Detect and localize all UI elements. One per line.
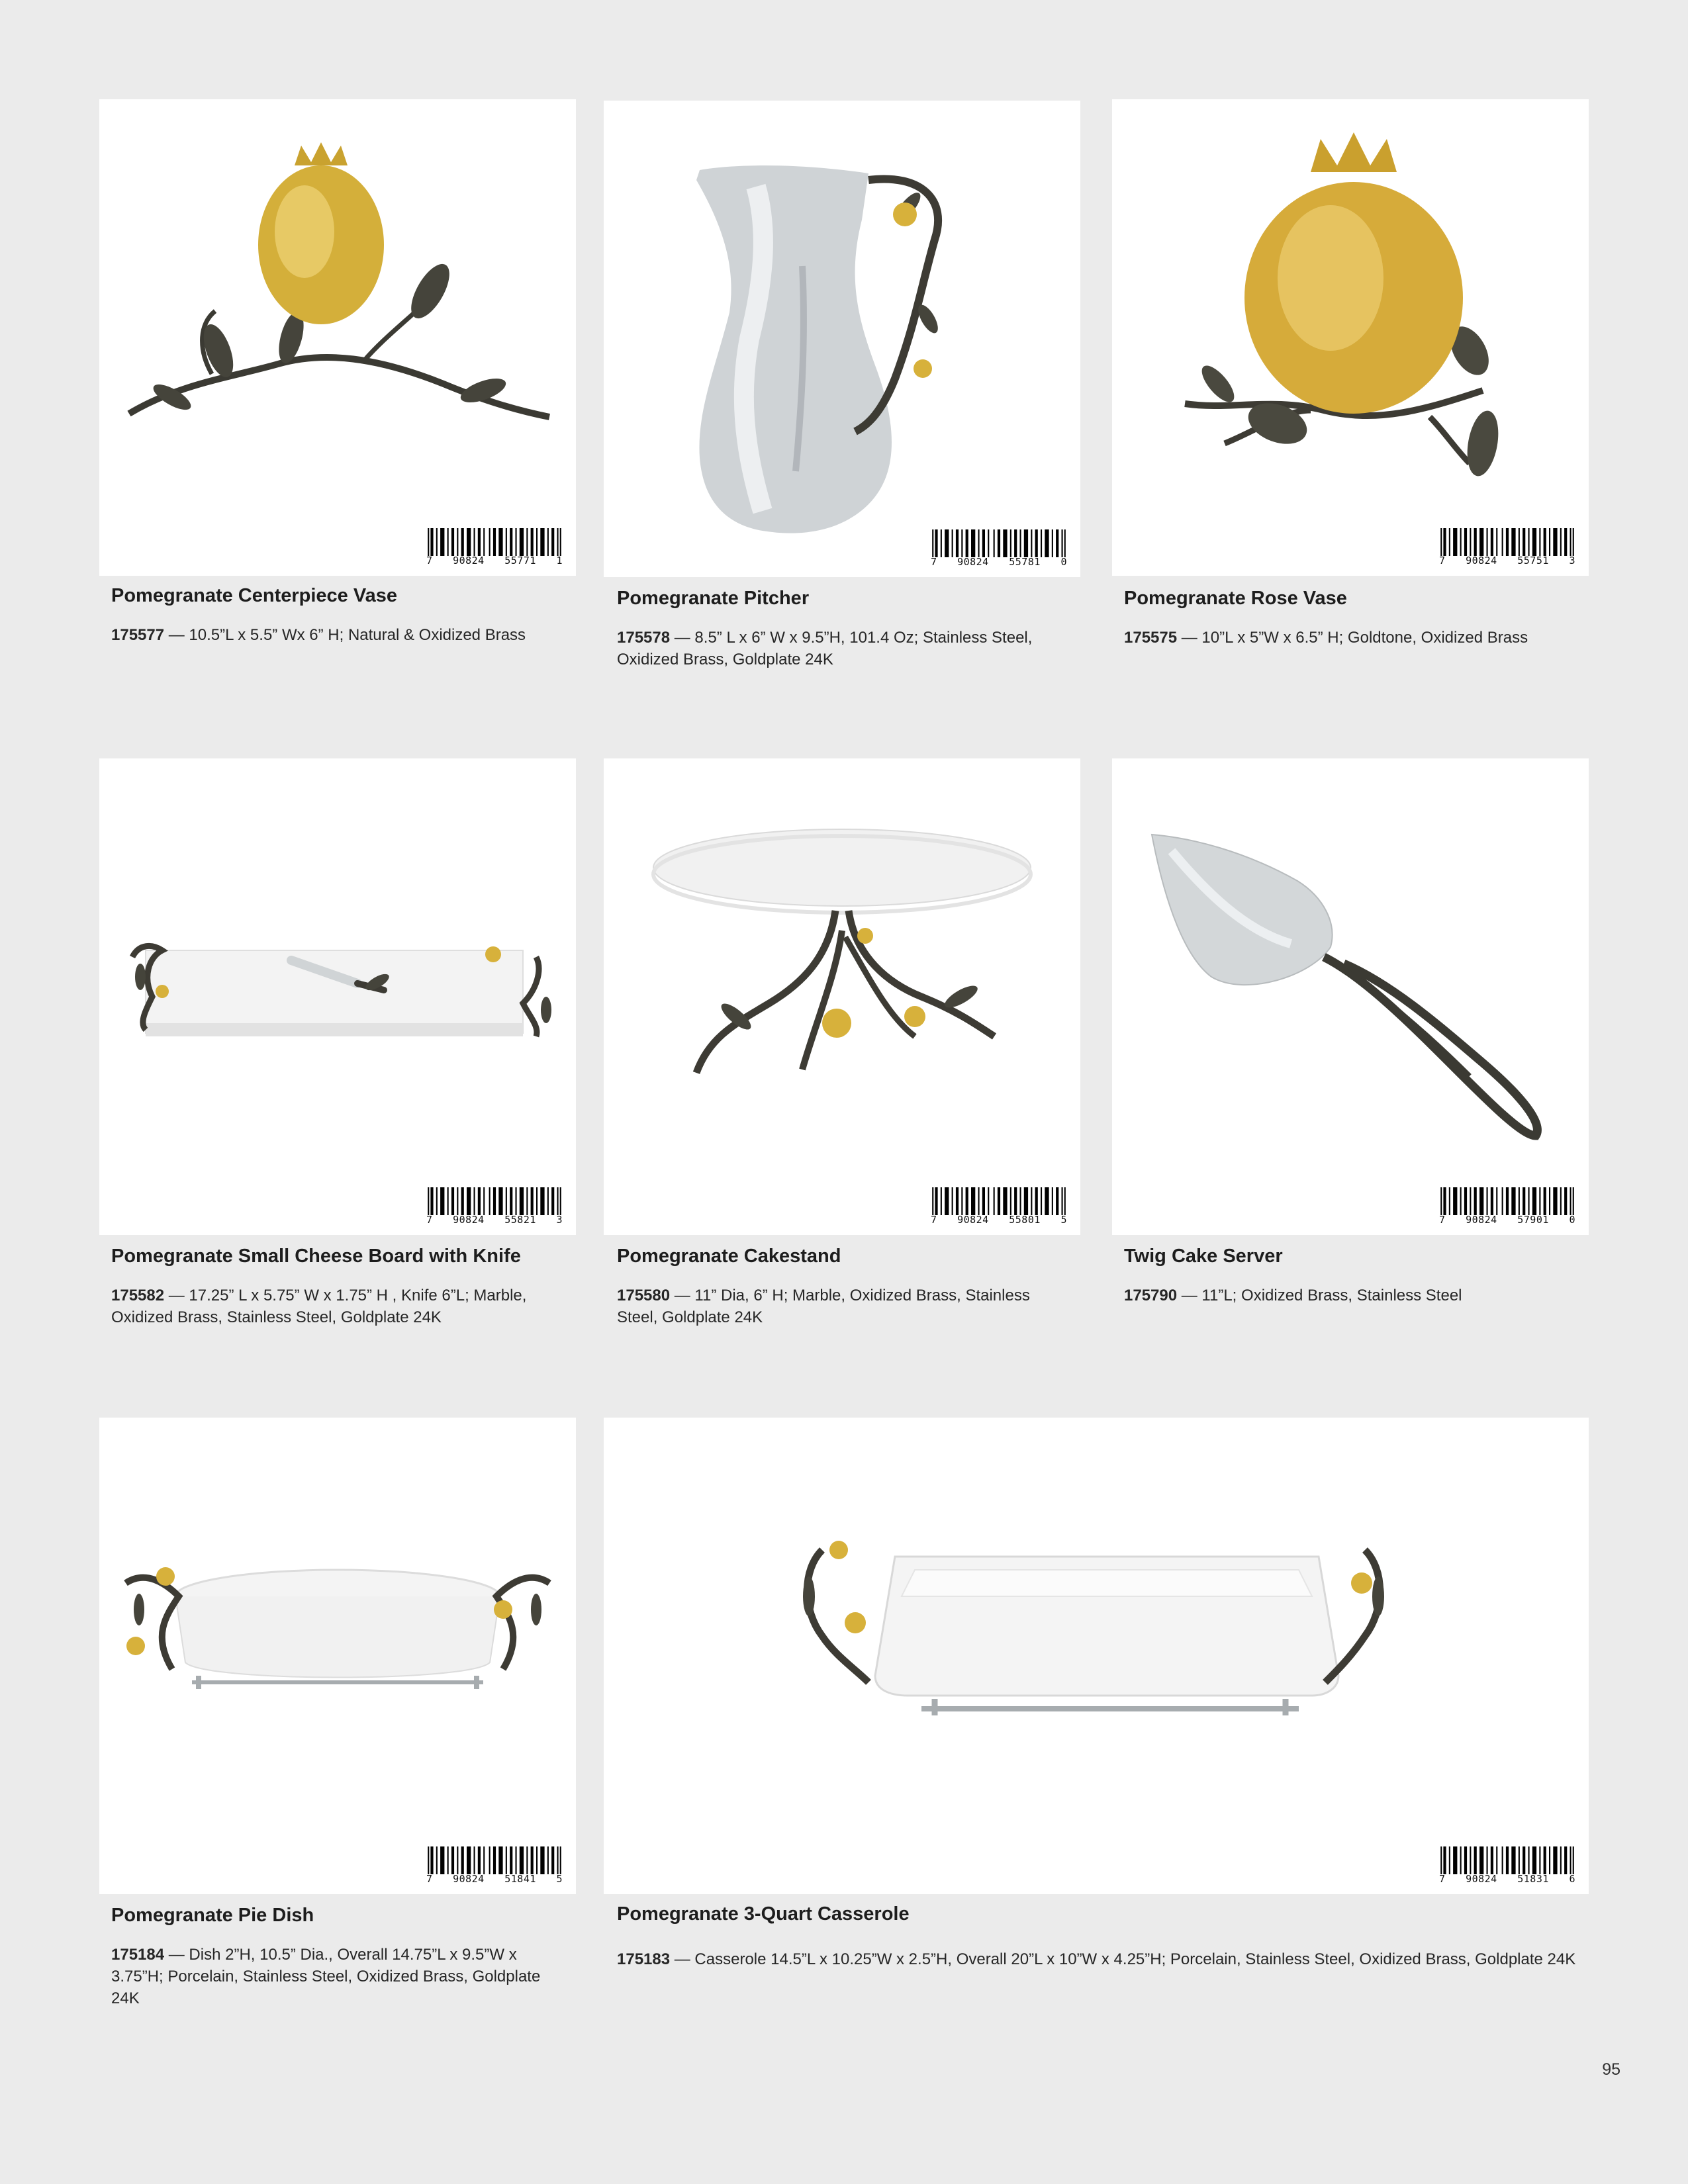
barcode: 7 90824 55771 1: [425, 528, 564, 567]
product-photo: [604, 758, 1080, 1235]
product-description: 175790 — 11”L; Oxidized Brass, Stainless Steel: [1124, 1287, 1462, 1304]
product-photo: [604, 1418, 1589, 1894]
product-title: Pomegranate Centerpiece Vase: [111, 585, 397, 606]
cakestand-image: [604, 758, 1080, 1235]
product-description: 175578 — 8.5” L x 6” W x 9.5”H, 101.4 Oz; Stainless Steel, Oxidized Brass, Goldplate 24K: [617, 629, 1033, 668]
barcode: 7 90824 51841 5: [425, 1846, 564, 1885]
product-title: Pomegranate Small Cheese Board with Knife: [111, 1246, 521, 1267]
barcode: 7 90824 55801 5: [929, 1187, 1068, 1226]
product-card-pie-dish: [99, 1418, 576, 1894]
product-photo: [99, 1418, 576, 1894]
product-sku: 175575: [1124, 629, 1178, 647]
barcode: 7 90824 55781 0: [929, 529, 1068, 568]
barcode: 7 90824 55751 3: [1438, 528, 1577, 567]
product-title: Twig Cake Server: [1124, 1246, 1283, 1267]
barcode: 7 90824 51831 6: [1438, 1846, 1577, 1885]
pomegranate-pitcher-image: [604, 101, 1080, 577]
product-description: 175580 — 11” Dia, 6” H; Marble, Oxidized Brass, Stainless Steel, Goldplate 24K: [617, 1287, 1030, 1326]
product-description: 175183 — Casserole 14.5”L x 10.25”W x 2.5”H, Overall 20”L x 10”W x 4.25”H; Porcelain, Stainless Steel, Oxidized Brass, Goldplate 24K: [617, 1950, 1576, 1968]
product-title: Pomegranate Pie Dish: [111, 1905, 314, 1926]
product-card-cakestand: [604, 758, 1080, 1235]
product-sku: 175582: [111, 1287, 165, 1304]
cheese-board-image: [99, 758, 576, 1235]
product-sku: 175578: [617, 629, 671, 647]
product-card-cheese-board: [99, 758, 576, 1235]
product-description: 175184 — Dish 2”H, 10.5” Dia., Overall 14.75”L x 9.5”W x 3.75”H; Porcelain, Stainless Steel, Oxidized Brass, Goldplate 24K: [111, 1946, 541, 2007]
page-number: 95: [1602, 2060, 1620, 2079]
product-title: Pomegranate 3-Quart Casserole: [617, 1903, 910, 1925]
product-photo: [1112, 99, 1589, 576]
product-sku: 175184: [111, 1946, 165, 1964]
product-sku: 175183: [617, 1950, 671, 1968]
product-photo: [604, 101, 1080, 577]
product-description: 175582 — 17.25” L x 5.75” W x 1.75” H , Knife 6”L; Marble, Oxidized Brass, Stainless Steel, Goldplate 24K: [111, 1287, 527, 1326]
pomegranate-centerpiece-image: [99, 99, 576, 576]
product-title: Pomegranate Cakestand: [617, 1246, 841, 1267]
product-sku: 175790: [1124, 1287, 1178, 1304]
product-description: 175575 — 10”L x 5”W x 6.5” H; Goldtone, Oxidized Brass: [1124, 629, 1528, 647]
pie-dish-image: [99, 1418, 576, 1894]
product-photo: [99, 99, 576, 576]
product-card-centerpiece-vase: [99, 99, 576, 567]
product-card-pitcher: [604, 101, 1080, 577]
product-description: 175577 — 10.5”L x 5.5” Wx 6” H; Natural & Oxidized Brass: [111, 626, 526, 644]
cake-server-image: [1112, 758, 1589, 1235]
product-sku: 175580: [617, 1287, 671, 1304]
product-sku: 175577: [111, 626, 165, 644]
product-card-casserole: [604, 1418, 1589, 1894]
product-title: Pomegranate Rose Vase: [1124, 588, 1347, 609]
barcode: 7 90824 57901 0: [1438, 1187, 1577, 1226]
pomegranate-rose-vase-image: [1112, 99, 1589, 576]
product-card-cake-server: [1112, 758, 1589, 1235]
product-photo: [1112, 758, 1589, 1235]
product-title: Pomegranate Pitcher: [617, 588, 810, 609]
barcode: 7 90824 55821 3: [425, 1187, 564, 1226]
product-photo: [99, 758, 576, 1235]
casserole-image: [604, 1418, 1589, 1894]
product-card-rose-vase: [1112, 99, 1589, 576]
